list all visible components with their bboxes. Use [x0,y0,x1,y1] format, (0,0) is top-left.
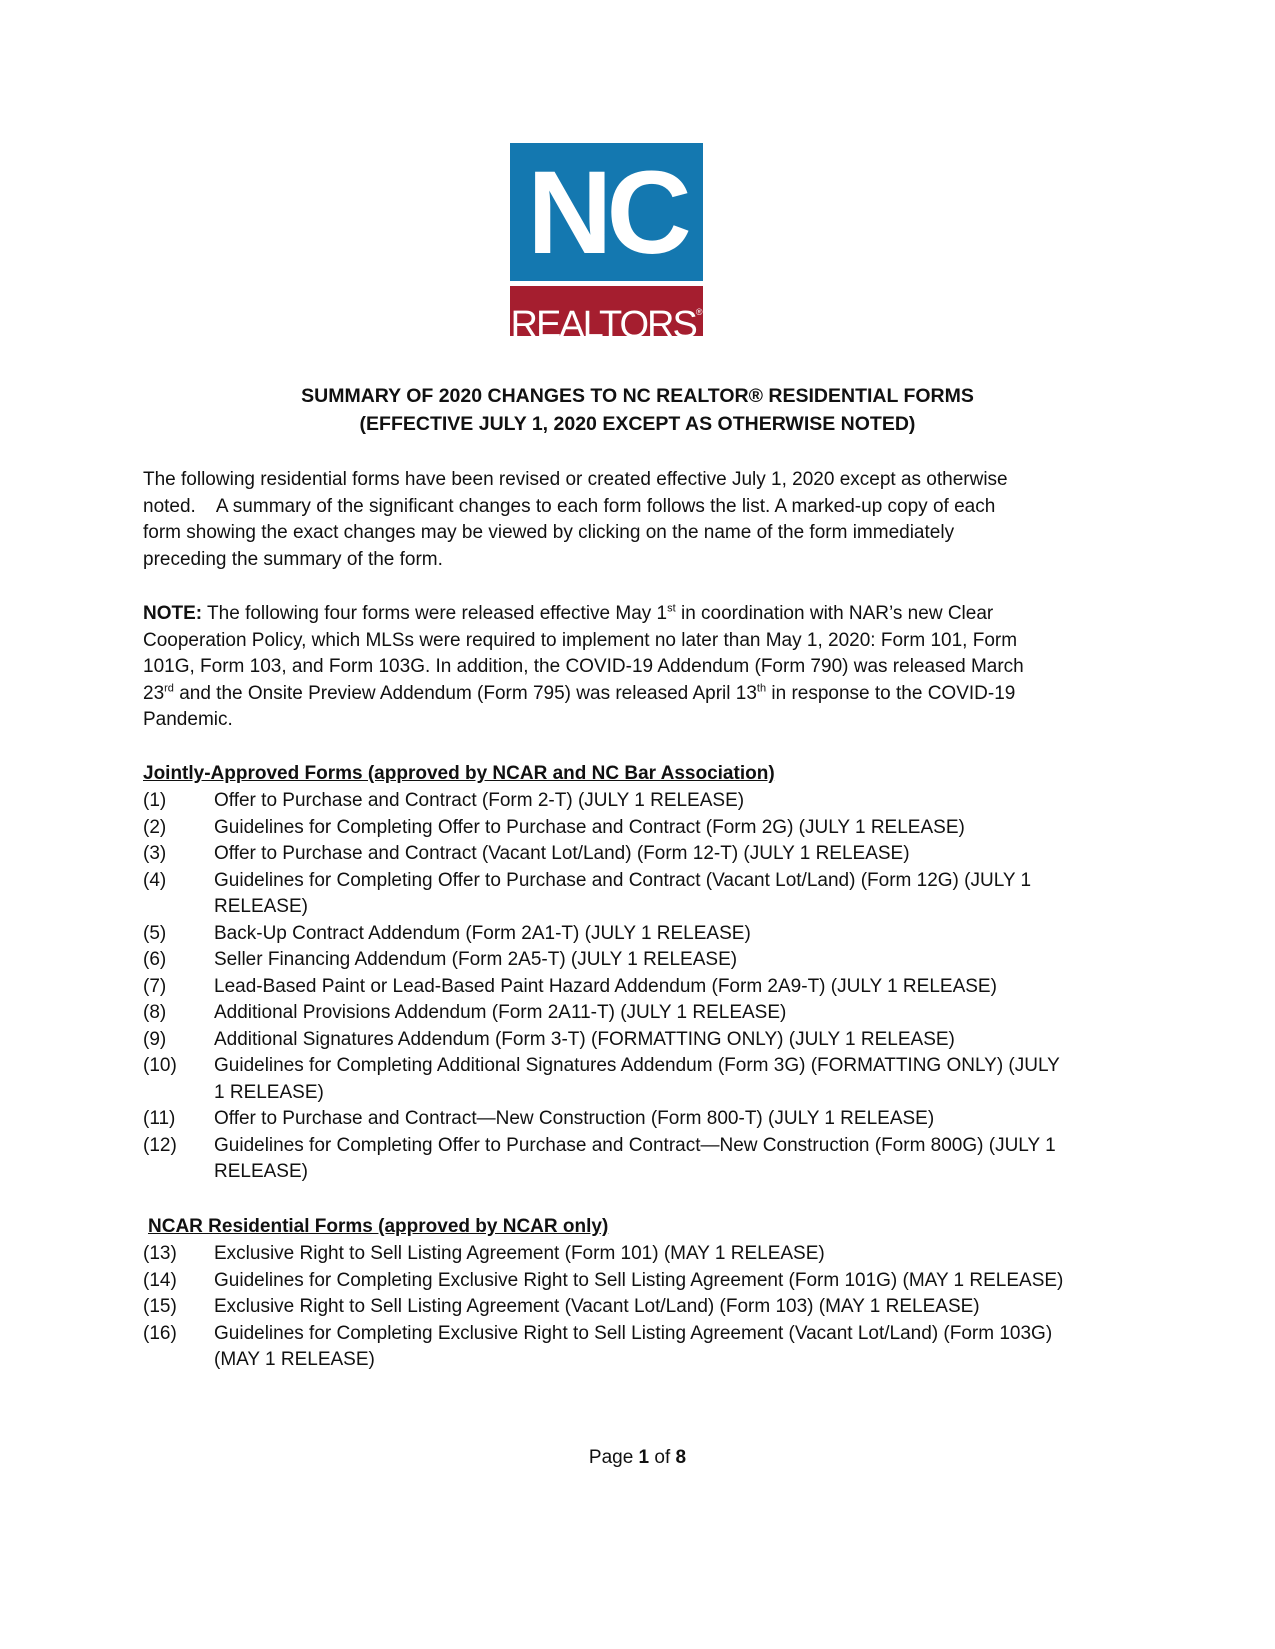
jointly-approved-forms-list [143,788,1078,1186]
document-title-line-2: (EFFECTIVE JULY 1, 2020 EXCEPT AS OTHERWISE NOTED) [359,413,916,435]
item-number: (16) [143,1322,177,1344]
registered-mark: ® [695,307,703,317]
form-link[interactable]: Guidelines for Completing Additional Signatures Addendum (Form 3G) (FORMATTING ONLY) (JULY 1 RELEASE) [214,1055,1060,1103]
form-list-item [143,1321,1078,1374]
total-page-count: 8 [675,1447,687,1468]
item-number: (5) [143,922,167,944]
logo-realtors-block [510,286,703,346]
note-line: 101G, Form 103, and Form 103G. In addition, the COVID-19 Addendum (Form 790) was released March [143,656,1024,677]
item-number: (4) [143,869,167,891]
ordinal-suffix: st [667,602,676,615]
current-page-number: 1 [638,1447,650,1468]
form-list-item [143,1000,1078,1027]
ordinal-suffix: th [756,682,767,695]
form-list-item [143,1268,1078,1295]
item-number: (8) [143,1002,167,1023]
nc-realtors-logo [510,143,703,346]
item-number: (10) [143,1055,177,1076]
note-text: in response to the COVID-19 [766,682,1016,704]
item-number: (11) [143,1108,176,1129]
form-link[interactable]: Guidelines for Completing Exclusive Right to Sell Listing Agreement (Form 101G) (MAY 1 RELEASE) [214,1269,1064,1291]
form-list-item [143,947,1078,974]
note-label: NOTE: [143,603,203,624]
form-list-item [143,1294,1078,1321]
form-link[interactable]: Exclusive Right to Sell Listing Agreement (Form 101) (MAY 1 RELEASE) [214,1243,825,1264]
note-line [143,681,1078,708]
section-heading-ncar-residential: NCAR Residential Forms (approved by NCAR only) [148,1216,609,1237]
form-link[interactable]: Offer to Purchase and Contract—New Construction (Form 800-T) (JULY 1 RELEASE) [214,1108,935,1129]
note-text: in coordination with NAR’s new Clear [675,603,994,624]
form-list-item [143,1241,1078,1268]
intro-line: The following residential forms have been revised or created effective July 1, 2020 except as otherwise [143,469,1008,490]
form-link[interactable]: Guidelines for Completing Offer to Purchase and Contract—New Construction (Form 800G) (JULY 1 RELEASE) [214,1134,1056,1182]
logo-nc-block: NC [510,143,703,281]
ordinal-suffix: rd [164,682,174,695]
note-text: The following four forms were released effective May 1 [202,603,668,624]
intro-paragraph [143,467,1078,573]
form-link[interactable]: Offer to Purchase and Contract (Vacant Lot/Land) (Form 12-T) (JULY 1 RELEASE) [214,843,910,864]
form-link[interactable]: Back-Up Contract Addendum (Form 2A1-T) (JULY 1 RELEASE) [214,922,751,944]
ncar-residential-forms-list [143,1241,1078,1374]
item-number: (13) [143,1243,177,1264]
form-list-item [143,1053,1078,1106]
intro-line: noted. A summary of the significant changes to each form follows the list. A marked-up copy of each [143,495,996,517]
form-link[interactable]: Lead-Based Paint or Lead-Based Paint Hazard Addendum (Form 2A9-T) (JULY 1 RELEASE) [214,975,997,997]
note-line [143,601,1078,628]
item-number: (6) [143,949,167,970]
page-number-footer [0,1445,1275,1471]
item-number: (15) [143,1296,177,1317]
note-text: 23 [143,682,165,704]
form-list-item [143,788,1078,815]
form-link[interactable]: Guidelines for Completing Exclusive Right to Sell Listing Agreement (Vacant Lot/Land) (Form 103G) (MAY 1 RELEASE) [214,1322,1053,1370]
item-number: (14) [143,1269,177,1291]
intro-line: form showing the exact changes may be viewed by clicking on the name of the form immediately [143,522,955,543]
form-link[interactable]: Additional Signatures Addendum (Form 3-T) (FORMATTING ONLY) (JULY 1 RELEASE) [214,1028,955,1050]
item-number: (9) [143,1028,167,1050]
form-link[interactable]: Guidelines for Completing Offer to Purchase and Contract (Form 2G) (JULY 1 RELEASE) [214,816,965,838]
document-title-line-1: SUMMARY OF 2020 CHANGES TO NC REALTOR® RESIDENTIAL FORMS [301,385,974,407]
form-link[interactable]: Exclusive Right to Sell Listing Agreement (Vacant Lot/Land) (Form 103) (MAY 1 RELEASE) [214,1296,980,1317]
form-list-item [143,974,1078,1001]
page-of-label: of [649,1447,676,1468]
form-link[interactable]: Offer to Purchase and Contract (Form 2-T) (JULY 1 RELEASE) [214,790,745,811]
form-list-item [143,868,1078,921]
form-link[interactable]: Guidelines for Completing Offer to Purchase and Contract (Vacant Lot/Land) (Form 12G) (JULY 1 RELEASE) [214,869,1032,917]
note-text: and the Onsite Preview Addendum (Form 795) was released April 13 [173,682,757,704]
intro-line: preceding the summary of the form. [143,548,443,570]
item-number: (7) [143,975,167,997]
item-number: (3) [143,843,167,864]
logo-realtors-text: REALTORS [510,304,696,346]
form-list-item [143,841,1078,868]
note-line: Pandemic. [143,709,233,730]
form-list-item [143,1106,1078,1133]
note-paragraph [143,601,1078,734]
note-line: Cooperation Policy, which MLSs were required to implement no later than May 1, 2020: Form 101, Form [143,629,1018,651]
form-link[interactable]: Additional Provisions Addendum (Form 2A11-T) (JULY 1 RELEASE) [214,1002,787,1023]
form-list-item [143,921,1078,948]
form-list-item [143,815,1078,842]
page-label: Page [588,1447,639,1468]
item-number: (1) [143,790,167,811]
item-number: (12) [143,1134,177,1156]
form-list-item [143,1027,1078,1054]
form-link[interactable]: Seller Financing Addendum (Form 2A5-T) (JULY 1 RELEASE) [214,949,738,970]
form-list-item [143,1133,1078,1186]
item-number: (2) [143,816,167,838]
section-heading-jointly-approved: Jointly-Approved Forms (approved by NCAR and NC Bar Association) [143,763,775,784]
